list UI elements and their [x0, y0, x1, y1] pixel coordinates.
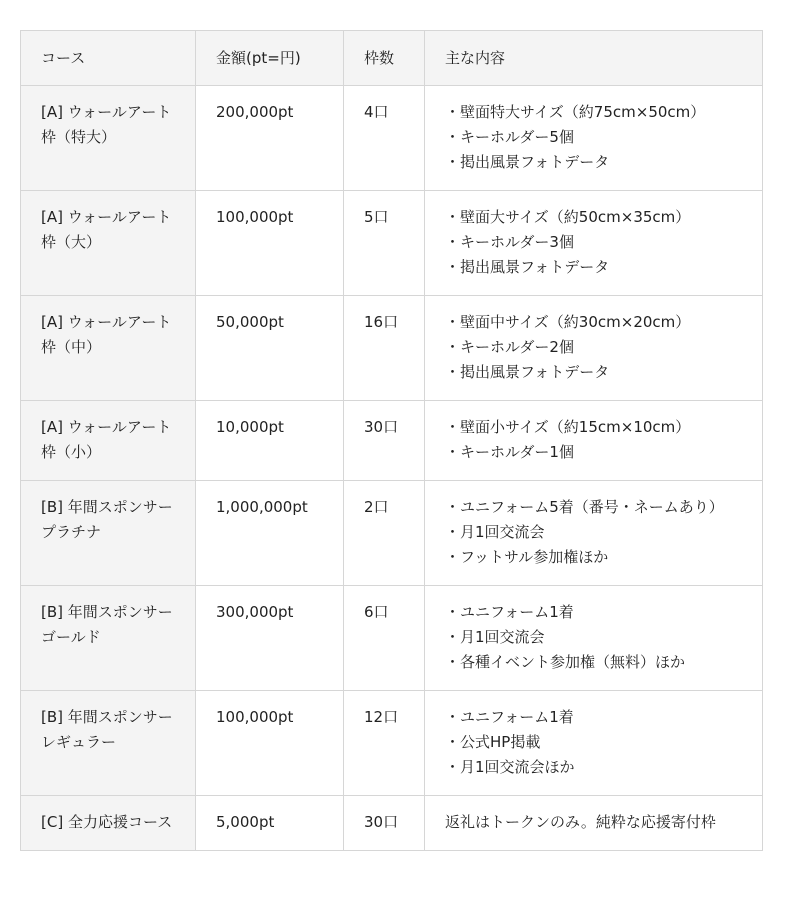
table-row	[21, 586, 763, 691]
course-contents	[425, 86, 763, 191]
content-item: ・月1回交流会	[445, 628, 545, 646]
content-item: ・壁面大サイズ（約50cm×35cm）	[445, 208, 691, 226]
content-item: ・壁面特大サイズ（約75cm×50cm）	[445, 103, 706, 121]
content-item: ・月1回交流会ほか	[445, 758, 575, 776]
course-name: [C] 全力応援コース	[21, 796, 196, 851]
content-item: ・掲出風景フォトデータ	[445, 258, 610, 276]
content-item: ・キーホルダー5個	[445, 128, 574, 146]
course-price: 300,000pt	[196, 586, 344, 691]
table-row	[21, 191, 763, 296]
table-row	[21, 86, 763, 191]
content-item: ・ユニフォーム1着	[445, 708, 574, 726]
table-row	[21, 481, 763, 586]
course-price: 50,000pt	[196, 296, 344, 401]
course-slots: 2口	[344, 481, 425, 586]
course-contents	[425, 401, 763, 481]
course-contents	[425, 586, 763, 691]
course-name: [A] ウォールアート枠（小）	[21, 401, 196, 481]
table-row	[21, 796, 763, 851]
course-slots: 30口	[344, 796, 425, 851]
content-item: ・壁面小サイズ（約15cm×10cm）	[445, 418, 691, 436]
course-contents	[425, 481, 763, 586]
course-price: 5,000pt	[196, 796, 344, 851]
sponsor-course-table	[20, 30, 763, 851]
content-item: ・壁面中サイズ（約30cm×20cm）	[445, 313, 691, 331]
content-item: 返礼はトークンのみ。純粋な応援寄付枠	[445, 813, 716, 831]
header-course: コース	[21, 31, 196, 86]
course-name: [A] ウォールアート枠（特大）	[21, 86, 196, 191]
course-name: [A] ウォールアート枠（中）	[21, 296, 196, 401]
course-contents	[425, 296, 763, 401]
course-slots: 12口	[344, 691, 425, 796]
course-slots: 4口	[344, 86, 425, 191]
table-header-row	[21, 31, 763, 86]
course-slots: 16口	[344, 296, 425, 401]
content-item: ・ユニフォーム1着	[445, 603, 574, 621]
course-price: 100,000pt	[196, 691, 344, 796]
table-row	[21, 296, 763, 401]
course-contents	[425, 691, 763, 796]
course-name: [B] 年間スポンサー プラチナ	[21, 481, 196, 586]
table-row	[21, 401, 763, 481]
course-slots: 6口	[344, 586, 425, 691]
content-item: ・フットサル参加権ほか	[445, 548, 609, 566]
course-slots: 5口	[344, 191, 425, 296]
sponsor-course-table-container	[20, 30, 762, 851]
content-item: ・キーホルダー1個	[445, 443, 574, 461]
course-slots: 30口	[344, 401, 425, 481]
content-item: ・ユニフォーム5着（番号・ネームあり）	[445, 498, 724, 516]
course-name: [B] 年間スポンサー レギュラー	[21, 691, 196, 796]
header-price: 金額(pt=円)	[196, 31, 344, 86]
content-item: ・掲出風景フォトデータ	[445, 153, 610, 171]
course-name: [A] ウォールアート枠（大）	[21, 191, 196, 296]
table-row	[21, 691, 763, 796]
content-item: ・公式HP掲載	[445, 733, 541, 751]
content-item: ・掲出風景フォトデータ	[445, 363, 610, 381]
content-item: ・キーホルダー3個	[445, 233, 574, 251]
course-price: 200,000pt	[196, 86, 344, 191]
course-contents	[425, 796, 763, 851]
course-price: 100,000pt	[196, 191, 344, 296]
content-item: ・キーホルダー2個	[445, 338, 574, 356]
header-slots: 枠数	[344, 31, 425, 86]
course-name: [B] 年間スポンサー ゴールド	[21, 586, 196, 691]
content-item: ・各種イベント参加権（無料）ほか	[445, 653, 686, 671]
content-item: ・月1回交流会	[445, 523, 545, 541]
course-contents	[425, 191, 763, 296]
header-contents: 主な内容	[425, 31, 763, 86]
course-price: 10,000pt	[196, 401, 344, 481]
course-price: 1,000,000pt	[196, 481, 344, 586]
